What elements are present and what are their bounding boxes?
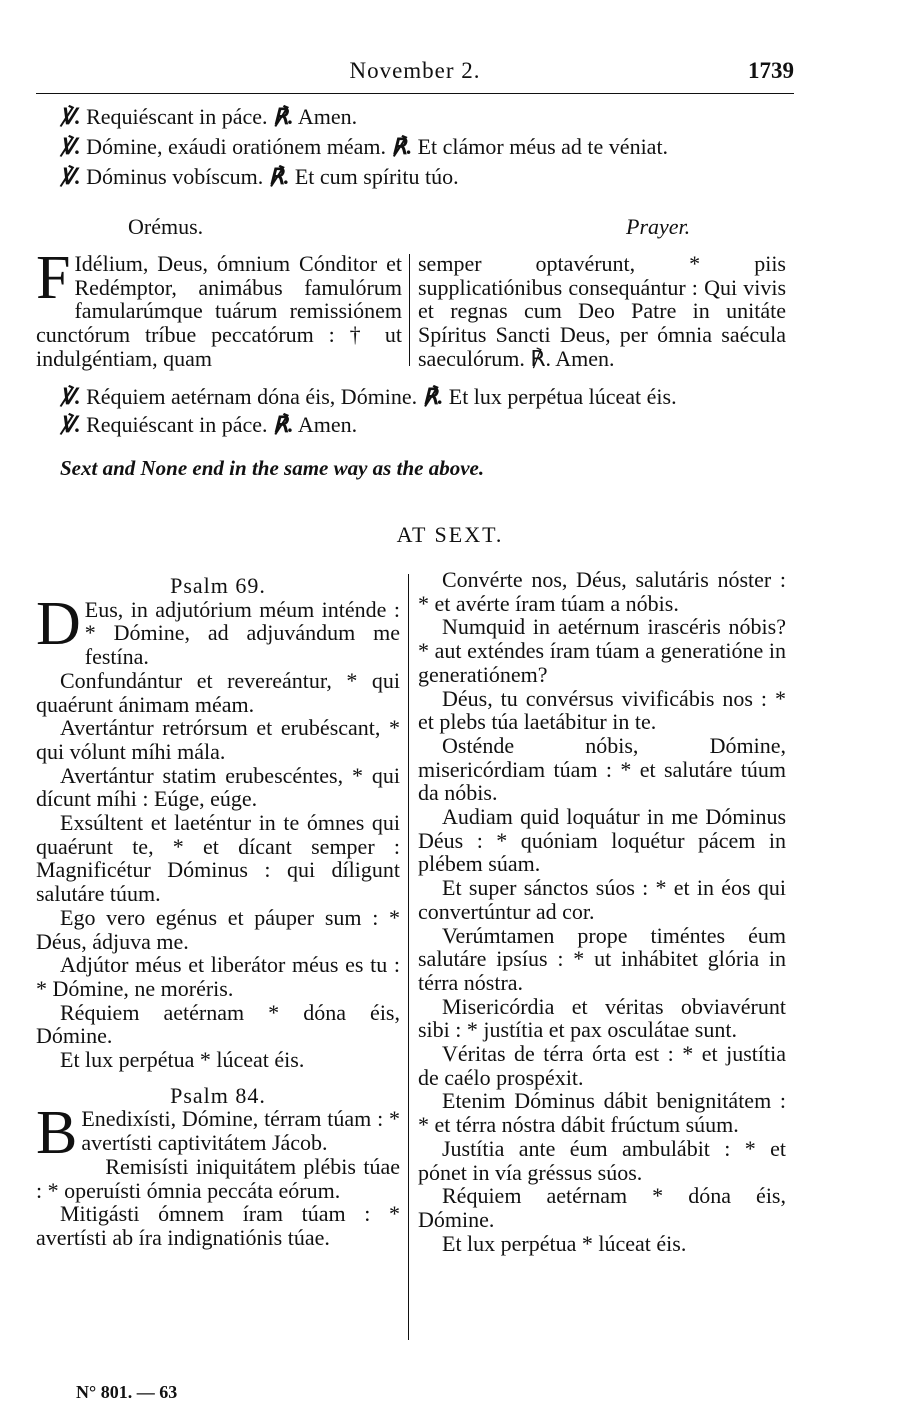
verse: Verúmtamen prope timéntes éum salutáre ipsíus : * ut inhábitet glória in térra nóstra. <box>418 922 786 995</box>
column-divider <box>408 574 409 1340</box>
verse: Et super sánctos súos : * et in éos qui convertúntur ad cor. <box>418 875 786 924</box>
verse: Misericórdia et véritas obviavérunt sibi : * justítia et pax osculátae sunt. <box>418 993 786 1043</box>
psalm-69-title: Psalm 69. <box>170 573 266 598</box>
versicle-line: ℣. Réquiem aetérnam dóna éis, Dómine. ℟. Et lux perpétua lúceat éis. <box>60 384 677 409</box>
verse: Audiam quid loquátur in me Dóminus Déus : * quóniam loquétur pácem in plébem súam. <box>418 804 786 877</box>
verse: Avertántur retrórsum et erubéscant, * qui vólunt míhi mála. <box>36 715 400 764</box>
verse: Ego vero egénus et páuper sum : * Déus, ádjuva me. <box>36 904 400 954</box>
dropcap-f: F <box>36 244 71 312</box>
verse: Justítia ante éum ambulábit : * et pónet in vía gréssus súos. <box>418 1135 786 1185</box>
oremus-label: Orémus. <box>128 214 204 239</box>
prayer-latin-text: Idélium, Deus, ómnium Cónditor et Redémptor, animábus famulórum famularúmque tuárum remissiónem cunctórum tríbue peccatórum : † ut indulgéntiam, quam <box>36 251 402 371</box>
verse: Exsúltent et laeténtur in te ómnes qui quaérunt te, * et dícant semper : Magnificétur Dóminus : qui díligunt salutáre túum. <box>36 810 400 907</box>
versicle-line: ℣. Requiéscant in páce. ℟. Amen. <box>60 104 358 129</box>
footer-signature: N° 801. — 63 <box>76 1382 178 1402</box>
right-column <box>418 568 786 1255</box>
verse: Déus, tu convérsus vivificábis nos : * et plebs túa laetábitur in te. <box>418 685 786 735</box>
versicle-line: ℣. Dómine, exáudi oratiónem méam. ℟. Et clámor méus ad te véniat. <box>60 134 669 159</box>
running-header <box>36 58 794 88</box>
header-title: November 2. <box>349 58 481 83</box>
page-number: 1739 <box>748 58 794 83</box>
psalm-69-first-verse: D Eus, in adjutórium méum inténde : * Dómine, ad adjuvándum me festína. <box>36 589 400 670</box>
versicle-line: ℣. Requiéscant in páce. ℟. Amen. <box>60 412 358 437</box>
verse: Et lux perpétua * lúceat éis. <box>60 1047 305 1073</box>
verse: Et lux perpétua * lúceat éis. <box>442 1230 687 1256</box>
prayer-latin <box>36 244 402 371</box>
verse: Véritas de térra órta est : * et justítia de caélo prospéxit. <box>418 1041 786 1090</box>
header-rule <box>36 93 794 94</box>
psalm-84-title: Psalm 84. <box>170 1082 266 1108</box>
prayer-latin-continued <box>418 252 786 371</box>
verse: Confundántur et revereántur, * qui quaérunt ánimam méam. <box>36 667 400 717</box>
verse: Convérte nos, Déus, salutáris nóster : * et avérte íram túam a nóbis. <box>418 567 786 616</box>
verse: Numquid in aetérnum irascéris nóbis? * aut exténdes íram túam a generatióne in generatiónem? <box>418 614 786 687</box>
column-divider <box>409 254 410 366</box>
versicle-line: ℣. Dóminus vobíscum. ℟. Et cum spíritu túo. <box>60 164 459 189</box>
verse: Osténde nóbis, Dómine, misericórdiam túam : * et salutáre túum da nóbis. <box>418 732 786 806</box>
verse: Réquiem aetérnam * dóna éis, Dómine. <box>36 999 400 1049</box>
dropcap-b: B <box>36 1099 78 1168</box>
psalm-84-first-verse: B Enedixísti, Dómine, térram túam : * avertísti captivitátem Jácob. <box>36 1099 400 1168</box>
dropcap-d: D <box>36 589 81 658</box>
verse: Mitigásti ómnem íram túam : * avertísti ab íra indignatiónis túae. <box>36 1201 400 1250</box>
prayer-continued-text: semper optavérunt, * piis supplicatiónibus consequántur : Qui vivis et regnas cum Deo Patre in unitáte Spíritus Sancti Deus, per ómnia saécula saeculórum. ℟. Amen. <box>418 251 786 371</box>
verse: Avertántur statim erubescéntes, * qui dícunt míhi : Eúge, eúge. <box>36 762 400 812</box>
rubric: Sext and None end in the same way as the above. <box>60 456 485 480</box>
verse: Etenim Dóminus dábit benignitátem : * et térra nóstra dábit frúctum súum. <box>418 1088 786 1138</box>
left-column <box>36 574 400 1250</box>
verse: Réquiem aetérnam * dóna éis, Dómine. <box>418 1183 786 1232</box>
verse: Adjútor méus et liberátor méus es tu : * Dómine, ne moréris. <box>36 952 400 1001</box>
prayer-label: Prayer. <box>626 214 691 239</box>
section-title: AT SEXT. <box>396 522 504 547</box>
verse: Remisísti iniquitátem plébis túae : * operuísti ómnia peccáta eórum. <box>36 1153 400 1203</box>
